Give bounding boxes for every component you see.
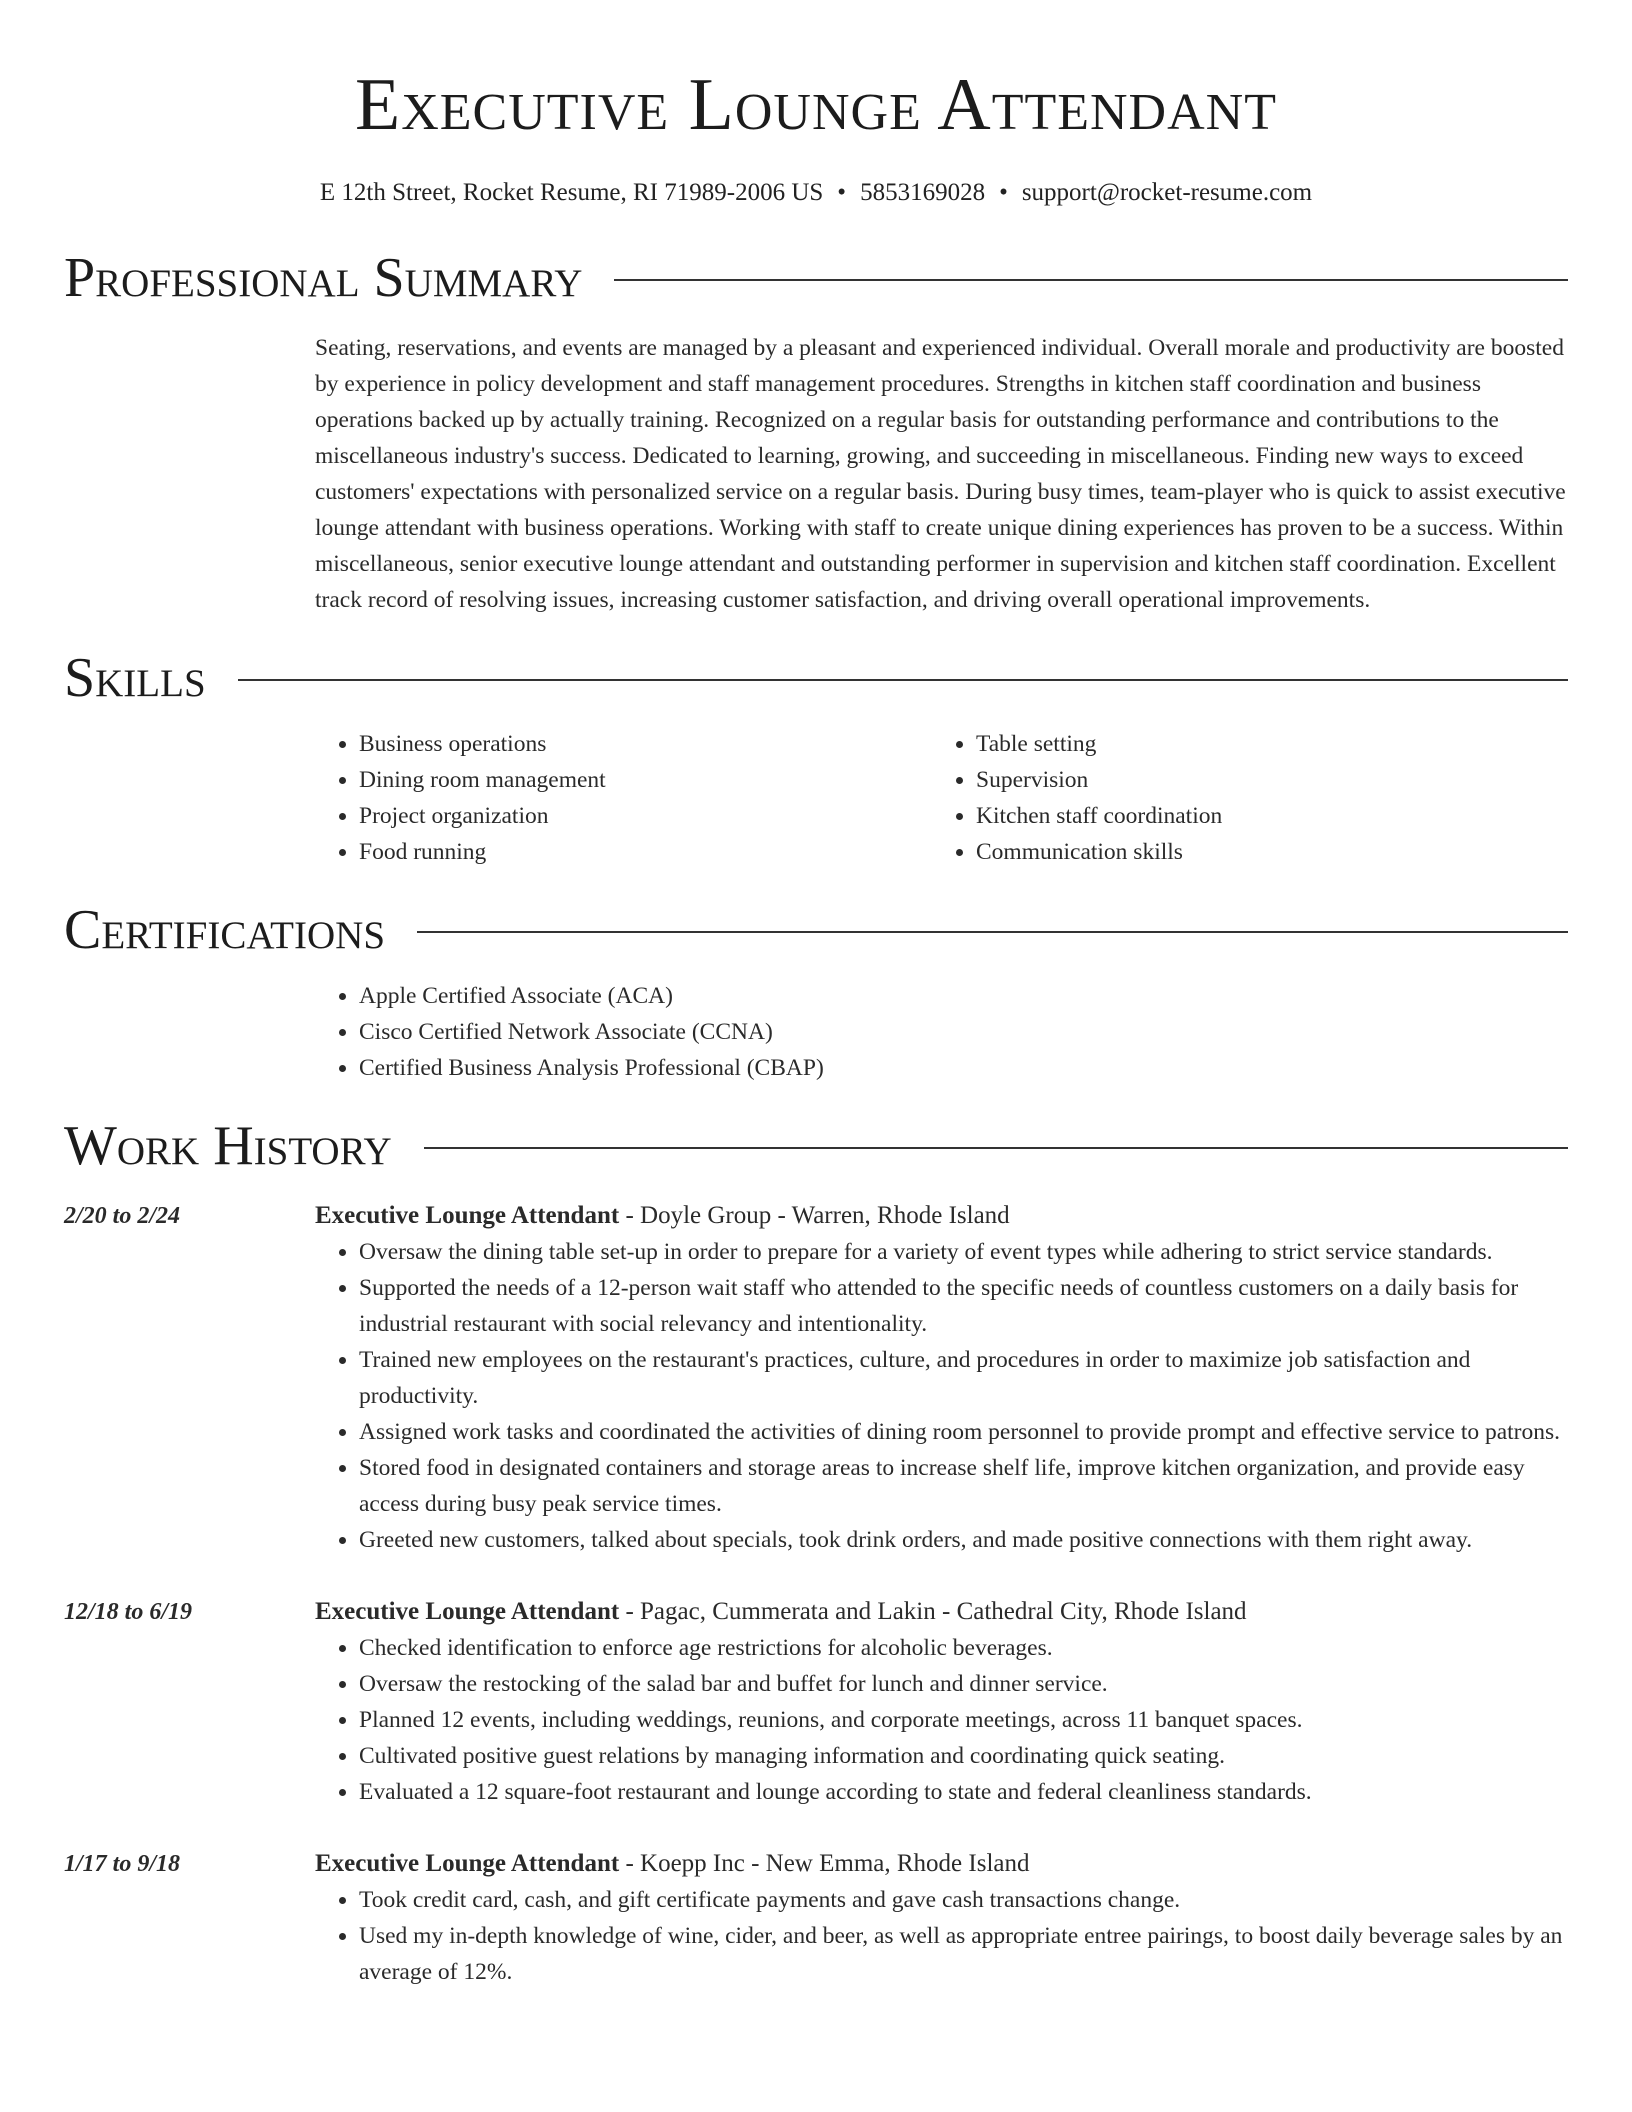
contact-separator: •	[999, 179, 1008, 206]
job-bullet: • Took credit card, cash, and gift certificate payments and gave cash transactions change.	[359, 1882, 1568, 1918]
certifications-list	[315, 978, 1568, 1086]
skill-item: • Kitchen staff coordination	[976, 798, 1549, 834]
section-divider	[238, 679, 1568, 681]
job-title: Executive Lounge Attendant	[315, 1202, 620, 1229]
job-bullet: • Planned 12 events, including weddings, reunions, and corporate meetings, across 11 banquet spaces.	[359, 1702, 1568, 1738]
job-bullets	[315, 1630, 1568, 1810]
summary-text: Seating, reservations, and events are managed by a pleasant and experienced individual. Overall morale and productivity are boosted by experience in policy development and staff management procedures. Strengths in kitchen staff coordination and business operations backed up by actually training. Recognized on a regular basis for outstanding performance and contributions to the miscellaneous industry's success. Dedicated to learning, growing, and succeeding in miscellaneous. Finding new ways to exceed customers' expectations with personalized service on a regular basis. During busy times, team-player who is quick to assist executive lounge attendant with business operations. Working with staff to create unique dining experiences has proven to be a success. Within miscellaneous, senior executive lounge attendant and outstanding performer in supervision and kitchen staff coordination. Excellent track record of resolving issues, increasing customer satisfaction, and driving overall operational improvements.	[315, 335, 1566, 613]
job-heading	[315, 1594, 1568, 1630]
job-bullet: • Cultivated positive guest relations by managing information and coordinating quick seating.	[359, 1738, 1568, 1774]
section-divider	[424, 1147, 1568, 1149]
job-entry	[64, 1198, 1568, 1558]
job-bullet: • Trained new employees on the restaurant's practices, culture, and procedures in order to maximize job satisfaction and productivity.	[359, 1342, 1568, 1414]
job-bullet: • Checked identification to enforce age restrictions for alcoholic beverages.	[359, 1630, 1568, 1666]
skill-item: • Project organization	[359, 798, 932, 834]
job-bullet: • Greeted new customers, talked about specials, took drink orders, and made positive connections with them right away.	[359, 1522, 1568, 1558]
skill-item: • Communication skills	[976, 834, 1549, 870]
contact-address: E 12th Street, Rocket Resume, RI 71989-2006 US	[319, 179, 824, 206]
job-dates: 12/18 to 6/19	[64, 1599, 193, 1625]
skills-column-left	[315, 726, 932, 870]
section-divider	[417, 931, 1568, 933]
section-divider	[614, 279, 1568, 281]
skills-section-header	[64, 646, 1568, 710]
skill-item: • Table setting	[976, 726, 1549, 762]
job-company: - Doyle Group - Warren, Rhode Island	[619, 1202, 1010, 1229]
job-entry	[64, 1594, 1568, 1810]
job-heading	[315, 1846, 1568, 1882]
certification-item: • Certified Business Analysis Professional (CBAP)	[359, 1050, 1568, 1086]
job-bullet: • Oversaw the dining table set-up in order to prepare for a variety of event types while adhering to strict service standards.	[359, 1234, 1568, 1270]
skill-item: • Supervision	[976, 762, 1549, 798]
work-history-title: Work History	[64, 1115, 392, 1177]
job-title: Executive Lounge Attendant	[315, 1598, 620, 1625]
certifications-title: Certifications	[64, 899, 386, 961]
job-company: - Koepp Inc - New Emma, Rhode Island	[619, 1850, 1030, 1877]
job-entry	[64, 1846, 1568, 1990]
job-bullet: • Evaluated a 12 square-foot restaurant and lounge according to state and federal cleanliness standards.	[359, 1774, 1568, 1810]
summary-title: Professional Summary	[64, 247, 583, 309]
contact-separator: •	[837, 179, 847, 206]
job-bullets	[315, 1882, 1568, 1990]
job-dates: 1/17 to 9/18	[64, 1851, 181, 1877]
contact-email: support@rocket-resume.com	[1021, 179, 1313, 206]
resume-page	[64, 0, 1568, 1990]
work-history-section-header	[64, 1114, 1568, 1178]
skill-item: • Dining room management	[359, 762, 932, 798]
job-bullets	[315, 1234, 1568, 1558]
skills-grid	[315, 726, 1568, 870]
contact-phone: 5853169028	[860, 179, 986, 206]
contact-line	[64, 178, 1568, 208]
job-dates: 2/20 to 2/24	[64, 1203, 181, 1229]
job-details	[315, 1594, 1568, 1810]
skill-item: • Business operations	[359, 726, 932, 762]
job-bullet: • Supported the needs of a 12-person wait staff who attended to the specific needs of countless customers on a daily basis for industrial restaurant with social relevancy and intentionality.	[359, 1270, 1568, 1342]
certification-item: • Cisco Certified Network Associate (CCNA)	[359, 1014, 1568, 1050]
job-bullet: • Assigned work tasks and coordinated the activities of dining room personnel to provide prompt and effective service to patrons.	[359, 1414, 1568, 1450]
job-bullet: • Stored food in designated containers and storage areas to increase shelf life, improve kitchen organization, and provide easy access during busy peak service times.	[359, 1450, 1568, 1522]
job-bullet: • Used my in-depth knowledge of wine, cider, and beer, as well as appropriate entree pairings, to boost daily beverage sales by an average of 12%.	[359, 1918, 1568, 1990]
certifications-section-header	[64, 898, 1568, 962]
skills-title: Skills	[64, 647, 206, 709]
summary-section-header	[64, 246, 1568, 310]
resume-name: Executive Lounge Attendant	[355, 64, 1277, 146]
job-details	[315, 1846, 1568, 1990]
job-company: - Pagac, Cummerata and Lakin - Cathedral City, Rhode Island	[619, 1598, 1247, 1625]
job-heading	[315, 1198, 1568, 1234]
job-title: Executive Lounge Attendant	[315, 1850, 620, 1877]
job-details	[315, 1198, 1568, 1558]
certification-item: • Apple Certified Associate (ACA)	[359, 978, 1568, 1014]
job-bullet: • Oversaw the restocking of the salad bar and buffet for lunch and dinner service.	[359, 1666, 1568, 1702]
skill-item: • Food running	[359, 834, 932, 870]
skills-column-right	[932, 726, 1549, 870]
